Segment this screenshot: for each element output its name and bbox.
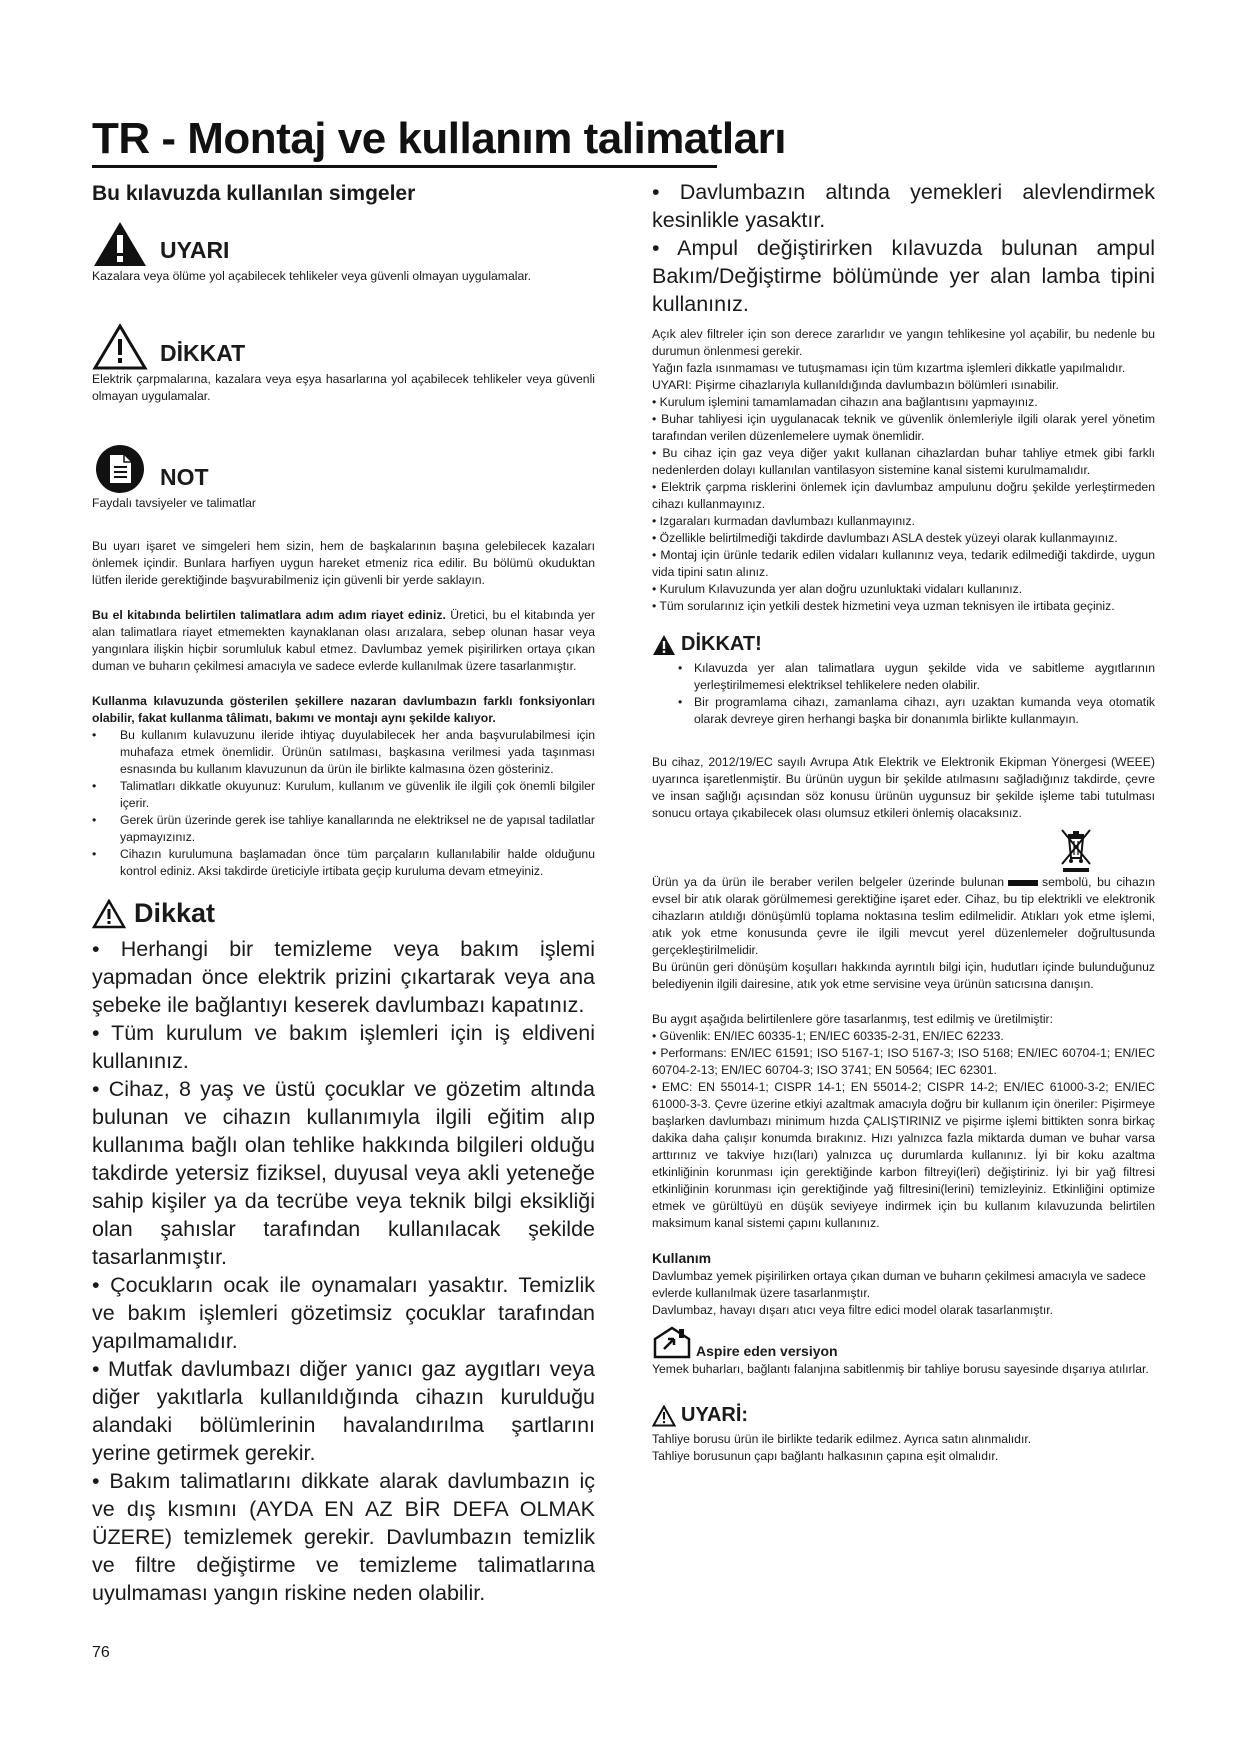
safety-line: • Buhar tahliyesi için uygulanacak teknik ve güvenlik önlemleriyle ilgili olarak yerel yönetim tarafından verilen düzenlemelere uymak önemlidir. [652,412,1155,443]
safety-paragraph: • Çocukların ocak ile oynamaları yasaktır. Temizlik ve bakım işlemleri gözetimsiz çocuklar tarafından yapılmamalıdır. [92,1273,595,1353]
dikkat-symbol-row [92,323,595,371]
dikkat-heading: Dikkat [92,898,595,929]
safety-paragraph: • Mutfak davlumbazı diğer yanıcı gaz aygıtları veya diğer yakıtlarla kullanıldığında cihazın kurulduğu alandaki bölümlerinin havalandırılma şartlarını yerine getirmek gerekir. [92,1357,595,1465]
exhaust-hood-icon [652,1325,692,1359]
not-description: Faydalı tavsiyeler ve talimatlar [92,496,256,510]
right-column [652,178,1155,1465]
safety-paragraph: • Cihaz, 8 yaş ve üstü çocuklar ve gözetim altında bulunan ve cihazın kullanımıyla ilgili eğitim alıp kullanıma bağlı olan tehlike hakkında bilgileri olduğu takdirde yetersiz fiziksel, duyusal veya akli yeteneğe sahip kişiler ya da tecrübe veya teknik bilgi eksikliği olan şahıslar tarafından kullanılacak şekilde tasarlanmıştır. [92,1077,595,1269]
caution-outline-icon [92,899,126,929]
safety-line: • Montaj için ürünle tedarik edilen vidaları kullanınız veya, tedarik edilmediği takdirde, uygun vida tipini satın alınız. [652,548,1155,579]
dikkat-heading: DİKKAT! [652,633,1155,656]
safety-paragraph: • Bakım talimatlarını dikkate alarak davlumbazın iç ve dış kısmını (AYDA EN AZ BİR DEFA OLMAK ÜZERE) temizlemek gerekir. Davlumbazın temizlik ve filtre değiştirme ve temizleme talimatlarına uyulmaması yangın riskine neden olabilir. [92,1469,595,1605]
right-safety-paragraphs [652,178,1155,318]
safety-line: Yağın fazla ısınmaması ve tutuşmaması için tüm kızartma işlemleri dikkatle yapılmalıdır. [652,361,1126,375]
safety-paragraph: • Davlumbazın altında yemekleri alevlendirmek kesinlikle yasaktır. [652,180,1155,232]
kullanim-paragraph: Davlumbaz yemek pişirilirken ortaya çıkan duman ve buharın çekilmesi amacıyla ve sadece evlerde kullanılmak üzere tasarlanmıştır. [652,1269,1146,1300]
instructions-bold: Bu el kitabında belirtilen talimatlara adım adım riayet ediniz. [92,608,446,622]
safety-paragraph: • Ampul değiştirirken kılavuzda bulunan ampul Bakım/Değiştirme bölümünde yer alan lamba tipini kullanınız. [652,236,1155,316]
note-document-icon [92,443,148,495]
safety-line: • Bu cihaz için gaz veya diğer yakıt kullanan cihazlardan buhar tahliye etmek gibi farklı nedenlerden dolayı kullanılan vantilasyon sistemine kanal sistemi kurulmamalıdır. [652,446,1155,477]
intro-paragraph: Bu uyarı işaret ve simgeleri hem sizin, hem de başkalarının başına gelebilecek kazaları önlemek içindir. Bunlara harfiyen uygun hareket etmeniz rica edilir. Bu bölümü okuduktan lütfen ileride gerektiğinde başvurabilmeniz için güvenli bir yerde saklayın. [92,539,595,587]
standards-intro: Bu aygıt aşağıda belirtilenlere göre tasarlanmış, test edilmiş ve üretilmiştir: [652,1012,1054,1026]
safety-line: UYARI: Pişirme cihazlarıyla kullanıldığında davlumbazın bölümleri ısınabilir. [652,378,1059,392]
list-item: • Bir programlama cihazı, zamanlama cihazı, ayrı uzaktan kumanda veya otomatik olarak devreye giren herhangi başka bir donanımla birlikte kullanmayın. [678,695,1155,726]
list-item: • Bu kullanım kulavuzunu ileride ihtiyaç duyulabilecek her anda başvurulabilmesi için muhafaza etmek önemlidir. Ürünün satılması, başkasına verilmesi yada taşınması esnasında bu kullanım klavuzunun da ürün ile birlikte kalmasına özen gösteriniz. [92,728,595,776]
safety-line: • Kurulum işlemini tamamlamadan cihazın ana bağlantısını yapmayınız. [652,395,1038,409]
caution-outline-icon [652,1405,676,1427]
dikkat-label: DİKKAT [160,340,246,366]
recycle-paragraph: Bu ürünün geri dönüşüm koşulları hakkında ayrıntılı bilgi için, hudutları içinde bulunduğunuz belediyenin ilgili dairesine, atık yok etme servisine veya ürünün satıcısına danışın. [652,960,1155,991]
list-item: • Talimatları dikkatle okuyunuz: Kurulum, kullanım ve güvenlik ile ilgili çok önemli bilgiler içerir. [92,779,595,810]
standards-emc: • EMC: EN 55014-1; CISPR 14-1; EN 55014-2; CISPR 14-2; EN/IEC 61000-3-2; EN/IEC 61000-3-3. Çevre üzerine etkiyi azaltmak amacıyla doğru bir kullanım için öneriler: Pişirmeye başlarken davlumbazı minimum hızda ÇALIŞTIRINIZ ve pişirme işlemi bittikten sonra birkaç dakika daha çalışır konumda bırakınız. Hızı yalnızca fazla miktarda duman ve buhar varsa arttırınız ve takviye hızı(ları) yalnızca uç durumlarda kullanınız. İyi bir koku azaltma etkinliğinin korunması için gerektiğinde karbon filtreyi(leri) değiştiriniz. İyi bir yağ filtresi etkinliğinin korunması için gerektiğinde yağ filtresini(lerini) temizleyiniz. Etkinliğini optimize etmek ve gürültüyü en düşük seviyeye indirmek için bu kullanım kılavuzunda belirtilen maksimum kanal sistemi çapını kullanınız. [652,1080,1155,1230]
uyari-line: Tahliye borusu ürün ile birlikte tedarik edilmez. Ayrıca satın alınmalıdır. [652,1432,1032,1446]
safety-line: • Izgaraları kurmadan davlumbazı kullanmayınız. [652,514,916,528]
safety-line: • Özellikle belirtilmediği takdirde davlumbazı ASLA destek yüzeyi olarak kullanmayınız. [652,531,1118,545]
functions-paragraph: Kullanma kılavuzunda gösterilen şekillere nazaran davlumbazın farklı fonksiyonları olabilir, fakat kullanma tâlimatı, bakımı ve montajı aynı şekilde kalıyor. [92,694,595,725]
symbol-paragraph: Ürün ya da ürün ile beraber verilen belgeler üzerinde bulunan sembolü, bu cihazın evsel bir atık olarak görülmemesi gerektiğine işaret eder. Cihaz, bu tip elektrikli ve elektronik cihazların atıldığı dönüşümlü toplama noktasına teslim edilmelidir. Atıkları yok etme işlemi, atık yok etme konusunda çevre ile ilgili mevcut yerel düzenlemeler doğrultusunda gerçekleştirilmelidir. [652,875,1155,957]
standards-performance: • Performans: EN/IEC 61591; ISO 5167-1; ISO 5167-3; ISO 5168; EN/IEC 60704-1; EN/IEC 60704-2-13; EN/IEC 60704-3; ISO 3741; EN 50564; IEC 62301. [652,1046,1155,1077]
safety-paragraphs [92,935,595,1607]
title-underline [92,165,717,168]
standards-block [652,1011,1155,1232]
not-symbol-row [92,443,595,495]
uyari-label: UYARI [160,237,230,263]
uyari-heading: UYARİ: [652,1404,1155,1427]
bar-symbol-icon [1008,880,1038,886]
weee-symbol-row [652,826,1155,872]
page-title: TR - Montaj ve kullanım talimatları [92,114,786,163]
safety-line: • Kurulum Kılavuzunda yer alan doğru uzunluktaki vidaları kullanınız. [652,582,1023,596]
aspire-description: Yemek buharları, bağlantı falanjına sabitlenmiş bir tahliye borusu sayesinde dışarıya atılırlar. [652,1362,1149,1376]
uyari-description: Kazalara veya ölüme yol açabilecek tehlikeler veya güvenli olmayan uygulamalar. [92,269,531,283]
not-label: NOT [160,464,209,490]
list-item: • Cihazın kurulumuna başlamadan önce tüm parçaların kullanılabilir halde olduğunu kontrol ediniz. Aksi takdirde üreticiyle irtibata geçip kuruluma devam etmeyiniz. [92,847,595,878]
dikkat-description: Elektrik çarpmalarına, kazalara veya eşya hasarlarına yol açabilecek tehlikeler veya güvenli olmayan uygulamalar. [92,372,595,403]
weee-paragraph: Bu cihaz, 2012/19/EC sayılı Avrupa Atık Elektrik ve Elektronik Ekipman Yönergesi (WEEE) uyarınca işaretlenmiştir. Bu ürünün uygun bir şekilde atılmasını sağladığınız takdirde, çevre ve insan sağlığı açısından söz konusu ürünün uygunsuz bir şekilde işleme tabi tutulması sonucu ortaya çıkabilecek olası olumsuz etkileri önlemiş olacaksınız. [652,755,1155,820]
left-column [92,178,595,1607]
instructions-rest: Üretici, bu el kitabında yer alan talimatlara riayet etmemekten kaynaklanan olası arızalara, sebep olunan hasar veya yangınlara ilişkin hiçbir sorumluluk kabul etmez. Davlumbaz yemek pişirilirken ortaya çıkan duman ve buharın çekilmesi amacıyla ve sadece evlerde kullanılmak üzere tasarlanmıştır. [92,608,595,673]
uyari-line: Tahliye borusunun çapı bağlantı halkasının çapına eşit olmalıdır. [652,1449,999,1463]
aspire-heading: Aspire eden versiyon [652,1325,1155,1359]
safety-paragraph: • Herhangi bir temizleme veya bakım işlemi yapmadan önce elektrik prizini çıkartarak veya ana şebeke ile bağlantıyı keserek davlumbazı kapatınız. [92,937,595,1017]
instructions-paragraph [92,607,595,675]
page-number: 76 [92,1644,110,1661]
crossed-bin-icon [1057,826,1095,872]
caution-outline-icon [92,323,148,371]
kullanim-heading: Kullanım [652,1250,712,1266]
safety-paragraph: • Tüm kurulum ve bakım işlemleri için iş eldiveni kullanınız. [92,1021,595,1073]
right-safety-lines [652,326,1155,615]
symbols-heading: Bu kılavuzda kullanılan simgeler [92,182,416,205]
warning-filled-icon [652,634,676,656]
list-item: • Kılavuzda yer alan talimatlara uygun şekilde vida ve sabitleme aygıtlarının yerleştirilmemesi elektriksel tehlikelere neden olabilir. [678,661,1155,692]
safety-line: Açık alev filtreler için son derece zararlıdır ve yangın tehlikesine yol açabilir, bu nedenle bu durumun önlenmesi gerekir. [652,327,1155,358]
standards-safety: • Güvenlik: EN/IEC 60335-1; EN/IEC 60335-2-31, EN/IEC 62233. [652,1029,1004,1043]
safety-line: • Elektrik çarpma risklerini önlemek için davlumbaz ampulunu doğru şekilde yerleştirmeden cihazı kullanmayınız. [652,480,1155,511]
kullanim-paragraph: Davlumbaz, havayı dışarı atıcı veya filtre edici model olarak tasarlanmıştır. [652,1303,1053,1317]
safety-line: • Tüm sorularınız için yetkili destek hizmetini veya uzman teknisyen ile irtibata geçiniz. [652,599,1115,613]
list-item: • Gerek ürün üzerinde gerek ise tahliye kanallarında ne elektriksel ne de yapısal tadilatlar yapmayızınız. [92,813,595,844]
warning-filled-icon [92,220,148,268]
uyari-symbol-row [92,220,595,268]
